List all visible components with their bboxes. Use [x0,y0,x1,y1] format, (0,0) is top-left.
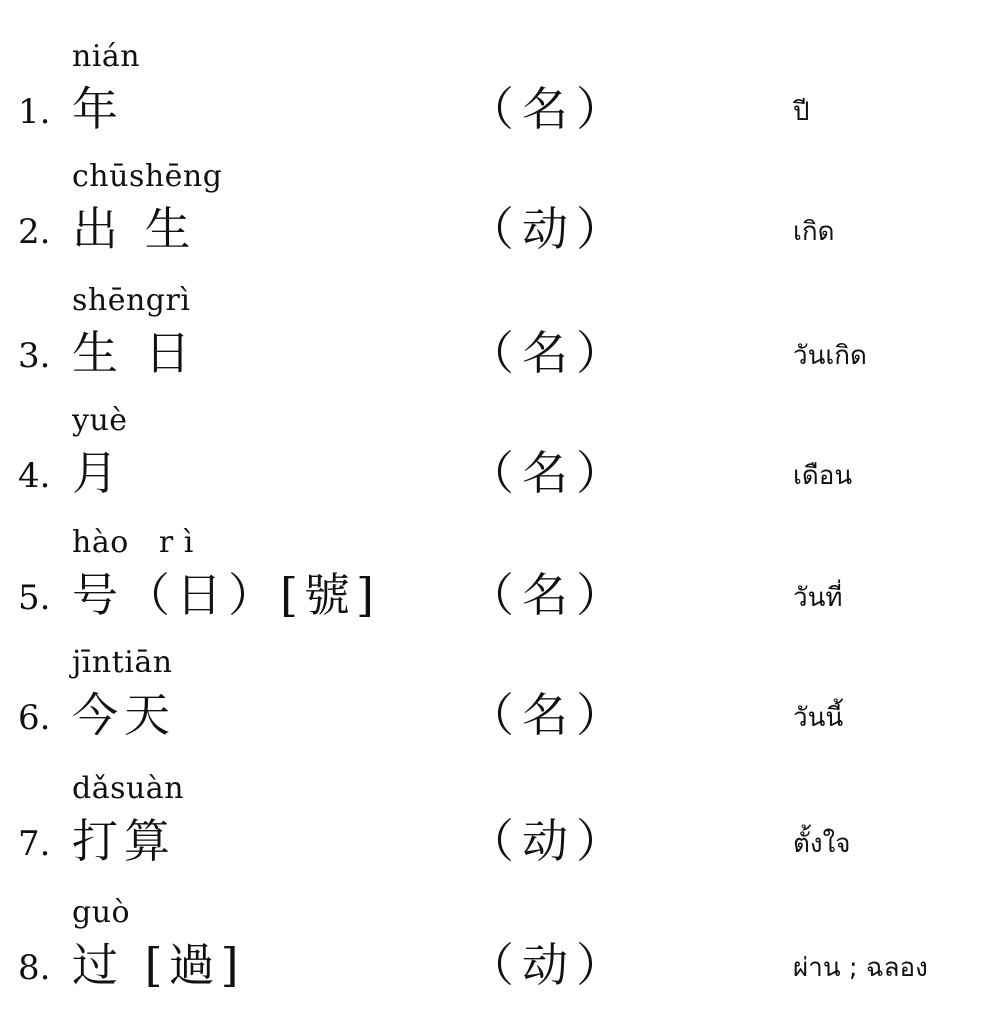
chinese-word: 生 日 [72,326,197,380]
thai-meaning: วันเกิด [793,341,867,371]
chinese-word: 年 [72,82,124,136]
entry-number: 5. [18,578,51,618]
chinese-word: 过 [過] [72,938,245,992]
vocab-entry [0,404,1005,524]
thai-meaning: วันนี้ [793,703,844,733]
thai-meaning: ปี [793,97,810,127]
part-of-speech: （名） [468,568,630,622]
part-of-speech: （名） [468,688,630,742]
part-of-speech: （动） [468,202,630,256]
pinyin: dǎsuàn [72,771,185,806]
entry-number: 7. [18,824,51,864]
entry-number: 2. [18,212,51,252]
pinyin: chūshēng [72,159,223,194]
thai-meaning: วันที่ [793,583,843,613]
part-of-speech: （动） [468,814,630,868]
entry-number: 1. [18,92,51,132]
chinese-word: 今天 [72,688,176,742]
chinese-word: 号（日）[號] [72,568,380,622]
vocab-entry [0,646,1005,766]
vocab-entry [0,526,1005,646]
pinyin: nián [72,39,141,74]
vocab-entry [0,40,1005,160]
vocab-entry [0,772,1005,892]
chinese-word: 打算 [72,814,176,868]
pinyin: hào r ì [72,525,194,560]
chinese-word: 月 [72,446,124,500]
pinyin: guò [72,895,131,930]
part-of-speech: （名） [468,82,630,136]
thai-meaning: เดือน [793,461,853,491]
pinyin: jīntiān [72,645,173,680]
pinyin: shēngrì [72,283,191,318]
entry-number: 6. [18,698,51,738]
part-of-speech: （名） [468,446,630,500]
vocab-entry [0,284,1005,404]
part-of-speech: （动） [468,938,630,992]
vocab-entry [0,896,1005,1016]
part-of-speech: （名） [468,326,630,380]
thai-meaning: เกิด [793,217,835,247]
thai-meaning: ตั้งใจ [793,829,851,859]
thai-meaning: ผ่าน ; ฉลอง [793,953,928,983]
entry-number: 8. [18,948,51,988]
entry-number: 3. [18,336,51,376]
pinyin: yuè [72,403,128,438]
vocab-entry [0,160,1005,280]
chinese-word: 出 生 [72,202,197,256]
entry-number: 4. [18,456,51,496]
